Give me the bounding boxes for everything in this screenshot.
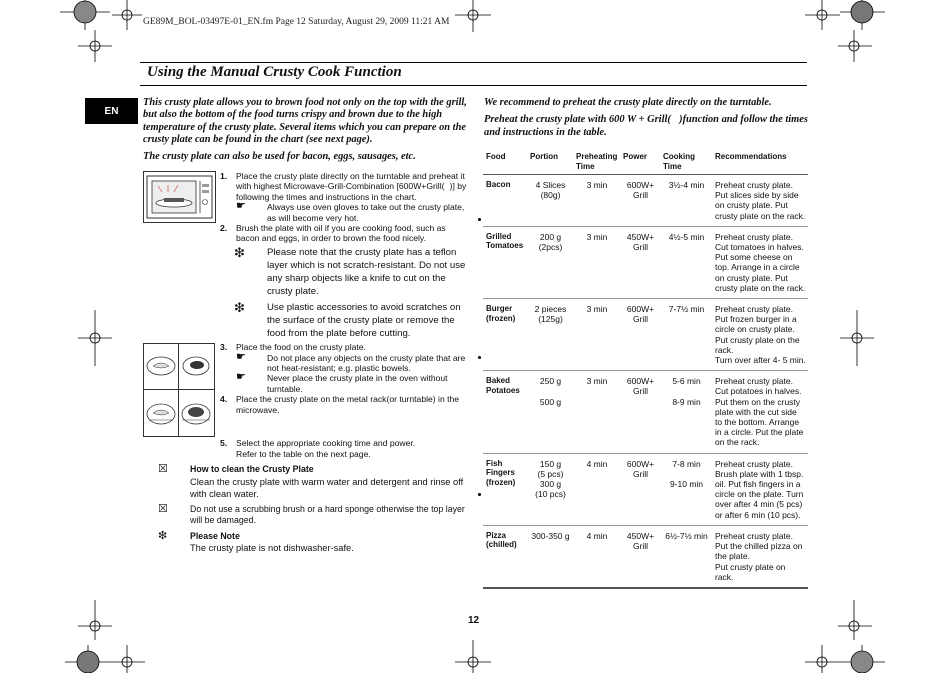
preheat-paragraph: We recommend to preheat the crusty plate directly on the turntable. [484,97,772,108]
checkbox-icon: ☒ [158,502,168,515]
cleaning-section [157,464,467,558]
pointing-hand-icon: ☛ [236,350,246,363]
column-header: Food [483,150,527,175]
table-cell-power: 600W+ Grill [620,453,660,525]
table-cell-rec: Preheat crusty plate. Put frozen burger in a circle on crusty plate. Put crusty plate on the rack. Turn over after 4- 5 min. [712,299,808,371]
margin-dot [478,218,481,221]
step-4: 4. Place the crusty plate on the metal rack(or turntable) in the microwave. [220,394,460,415]
pointing-hand-icon: ☛ [236,371,246,384]
margin-dot [478,356,481,359]
table-cell-food: Pizza (chilled) [483,525,527,588]
note-asterisk-icon: ❇ [234,244,245,260]
table-row [483,371,808,453]
step-5: 5. Select the appropriate cooking time and power. Refer to the table on the next page. [220,438,416,459]
title-rule [140,85,807,86]
plate-figure-3 [143,389,180,437]
cleaning-text: Clean the crusty plate with warm water and detergent and rinse off with clean water. [190,476,464,499]
preheat-instructions [484,97,814,144]
table-cell-food: Bacon [483,175,527,227]
step-2-note-1: ❇ Please note that the crusty plate has a teflon layer which is not scratch-resistant. Do not use any sharp objects like a knife to cut on the crusty plate. [234,244,466,298]
note-text: The crusty plate is not dishwasher-safe. [190,543,354,553]
table-cell-food: Burger (frozen) [483,299,527,371]
page-number: 12 [468,615,480,626]
table-row [483,453,808,525]
table-cell-portion: 250 g 500 g [527,371,573,453]
table-cell-preheat: 4 min [573,525,620,588]
step-1: 1. Place the crusty plate directly on the turntable and preheat it with highest Microwave-Grill-Combination [600W+Grill( )] by following the times and instructions in the chart. [220,171,467,202]
table-cell-rec: Preheat crusty plate. Brush plate with 1 tbsp. oil. Put fish fingers in a circle on the plate. Turn over after 4 min (5 pcs) or after 6 min (10 pcs). [712,453,808,525]
table-cell-rec: Preheat crusty plate. Put slices side by side on crusty plate. Put crusty plate on the rack. [712,175,808,227]
table-cell-portion: 2 pieces (125g) [527,299,573,371]
table-cell-food: Fish Fingers (frozen) [483,453,527,525]
file-header: GE89M_BOL-03497E-01_EN.fm Page 12 Saturday, August 29, 2009 11:21 AM [143,17,450,27]
table-cell-food: Grilled Tomatoes [483,226,527,298]
table-cell-power: 600W+ Grill [620,371,660,453]
table-cell-power: 600W+ Grill [620,299,660,371]
table-cell-cook: 4½-5 min [660,226,712,298]
table-cell-portion: 200 g (2pcs) [527,226,573,298]
table-cell-power: 450W+ Grill [620,226,660,298]
column-header: Power [620,150,660,175]
table-cell-preheat: 3 min [573,175,620,227]
preheat-paragraph: Preheat the crusty plate with 600 W + Grill( )function and follow the times and instructions in the table. [484,114,808,138]
table-header-row [483,150,808,175]
cleaning-instructions [157,464,467,500]
note-asterisk-icon: ❇ [158,529,168,542]
table-cell-portion: 4 Slices (80g) [527,175,573,227]
dishwasher-note [157,531,467,555]
table-cell-rec: Preheat crusty plate. Cut potatoes in halves. Put them on the crusty plate with the cut side to the bottom. Arrange in a circle. Put the plate on the rack. [712,371,808,453]
table-row [483,175,808,227]
microwave-oven-icon [144,172,215,222]
table-cell-food: Baked Potatoes [483,371,527,453]
pointing-hand-icon: ☛ [236,200,246,213]
cleaning-heading: How to clean the Crusty Plate [190,464,314,474]
table-cell-portion: 300-350 g [527,525,573,588]
intro-paragraph: The crusty plate can also be used for bacon, eggs, sausages, etc. [143,151,416,163]
margin-dot [478,493,481,496]
step-2-note-2: ❇ Use plastic accessories to avoid scratches on the surface of the crusty plate or remove the food from the plate before cutting. [234,299,461,340]
cleaning-warning: ☒ Do not use a scrubbing brush or a hard sponge otherwise the top layer will be damaged. [158,502,465,525]
cooking-table [483,150,808,589]
checkbox-icon: ☒ [158,463,168,475]
top-rule [140,62,807,63]
table-cell-preheat: 3 min [573,226,620,298]
table-row [483,299,808,371]
table-cell-rec: Preheat crusty plate. Cut tomatoes in halves. Put some cheese on top. Arrange in a circle on crusty plate. Put crusty plate on the rack. [712,226,808,298]
instruction-steps [220,171,468,459]
intro-text [143,97,467,168]
column-header: Recommendations [712,150,808,175]
table-cell-preheat: 3 min [573,371,620,453]
table-cell-rec: Preheat crusty plate. Put the chilled pizza on the plate. Put crusty plate on rack. [712,525,808,588]
step-3-note-1: ☛ Do not place any objects on the crusty plate that are not heat-resistant; e.g. plastic bowels. [236,350,466,374]
column-header: Cooking Time [660,150,712,175]
table-cell-cook: 7-8 min 9-10 min [660,453,712,525]
column-header: Portion [527,150,573,175]
table-cell-cook: 3½-4 min [660,175,712,227]
plate-figure-4 [178,389,215,437]
intro-paragraph: This crusty plate allows you to brown food not only on the top with the grill, but also the bottom of the food turns crispy and brown due to the high temperature of the crusty plate. Several items which you can prepare on the crusty plate can be found in the chart (see next page). [143,97,467,145]
table-row [483,226,808,298]
plate-figure-1 [143,343,180,390]
language-tab: EN [85,98,138,124]
table-cell-power: 450W+ Grill [620,525,660,588]
note-asterisk-icon: ❇ [234,299,245,315]
table-cell-cook: 6½-7½ min [660,525,712,588]
oven-preheat-figure [143,171,216,223]
note-heading: Please Note [190,530,240,541]
table-cell-cook: 5-6 min 8-9 min [660,371,712,453]
page-title: Using the Manual Crusty Cook Function [147,64,402,80]
step-1-note: ☛ Always use oven gloves to take out the crusty plate, as will become very hot. [236,200,465,223]
column-header: Preheating Time [573,150,620,175]
table-cell-cook: 7-7½ min [660,299,712,371]
step-2: 2. Brush the plate with oil if you are cooking food, such as bacon and eggs, in order to brown the food nicely. [220,223,446,244]
table-cell-preheat: 3 min [573,299,620,371]
step-3: 3. Place the food on the crusty plate. [220,342,366,353]
table-cell-power: 600W+ Grill [620,175,660,227]
table-cell-portion: 150 g (5 pcs) 300 g (10 pcs) [527,453,573,525]
plate-figure-2 [178,343,215,390]
table-row [483,525,808,588]
step-3-note-2: ☛ Never place the crusty plate in the oven without turntable. [236,371,448,394]
table-cell-preheat: 4 min [573,453,620,525]
